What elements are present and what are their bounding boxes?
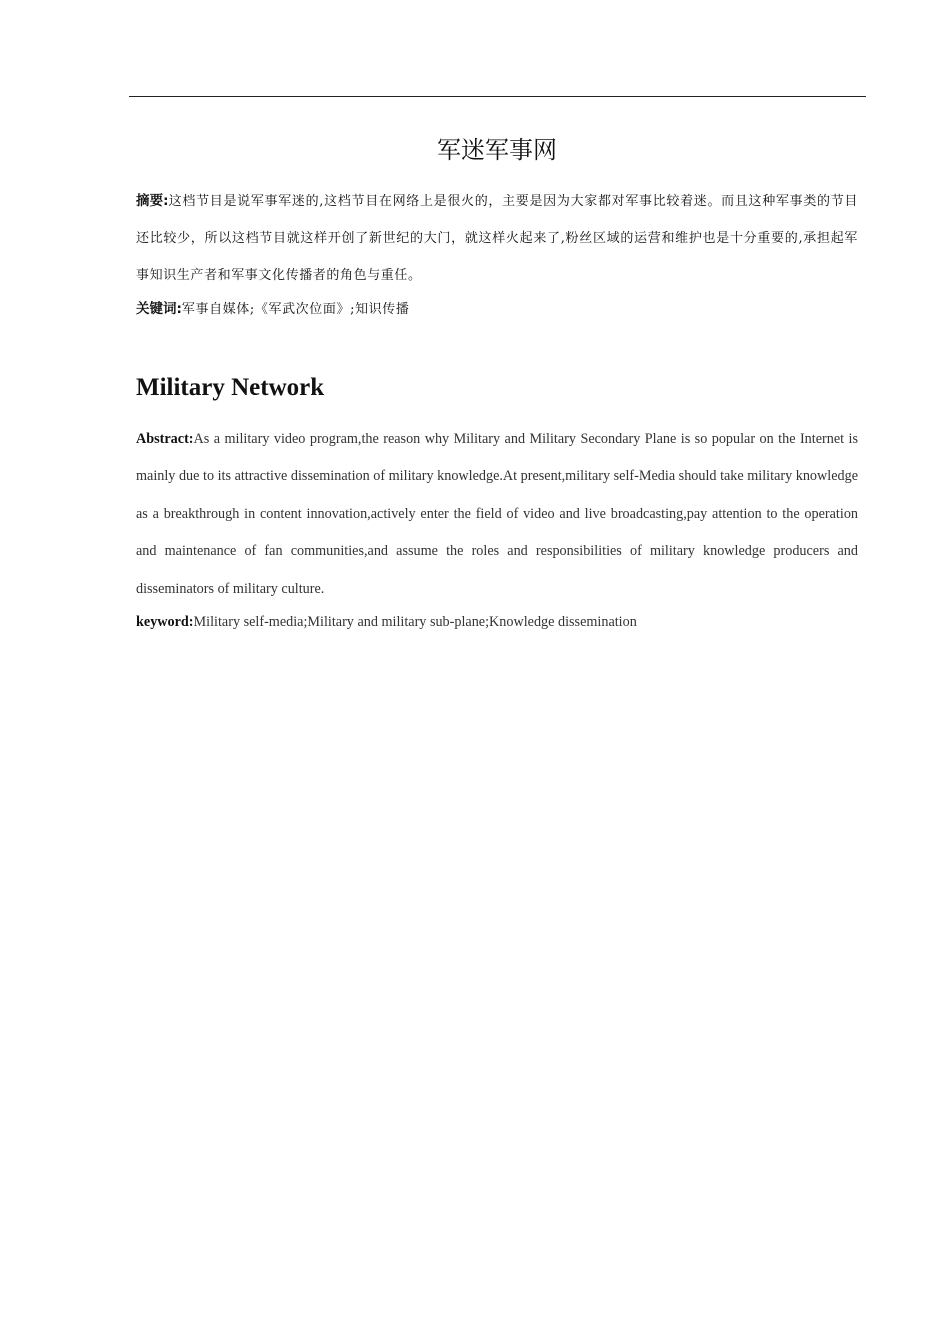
english-abstract-text: As a military video program,the reason why Military and Military Secondary Plane is so popular on the Internet is mainly due to its attractive dissemination of military knowledge.At present,military self-Media should take military knowledge as a breakthrough in content innovation,actively enter the field of video and live broadcasting,pay attention to the operation and maintenance of fan communities,and assume the roles and responsibilities of military knowledge producers and disseminators of military culture.: [136, 431, 858, 597]
chinese-abstract-label: 摘要:: [136, 193, 169, 209]
header-rule: [129, 96, 866, 97]
english-title: Military Network: [136, 374, 325, 401]
chinese-keywords-text: 军事自媒体;《军武次位面》;知识传播: [181, 302, 410, 317]
english-keywords: [136, 609, 858, 635]
english-keywords-text: Military self-media;Military and military sub-plane;Knowledge dissemination: [193, 614, 637, 630]
chinese-keywords: [136, 296, 858, 323]
chinese-keywords-label: 关键词:: [136, 301, 182, 317]
english-abstract: [136, 421, 858, 608]
english-keywords-label: keyword:: [136, 614, 194, 630]
chinese-abstract-text: 这档节目是说军事军迷的,这档节目在网络上是很火的，主要是因为大家都对军事比较着迷。而且这种军事类的节目还比较少，所以这档节目就这样开创了新世纪的大门，就这样火起来了,粉丝区域的运营和维护也是十分重要的,承担起军事知识生产者和军事文化传播者的角色与重任。: [136, 194, 859, 283]
english-abstract-label: Abstract:: [136, 431, 194, 447]
chinese-abstract: [136, 183, 858, 294]
chinese-title: 军迷军事网: [437, 136, 557, 164]
